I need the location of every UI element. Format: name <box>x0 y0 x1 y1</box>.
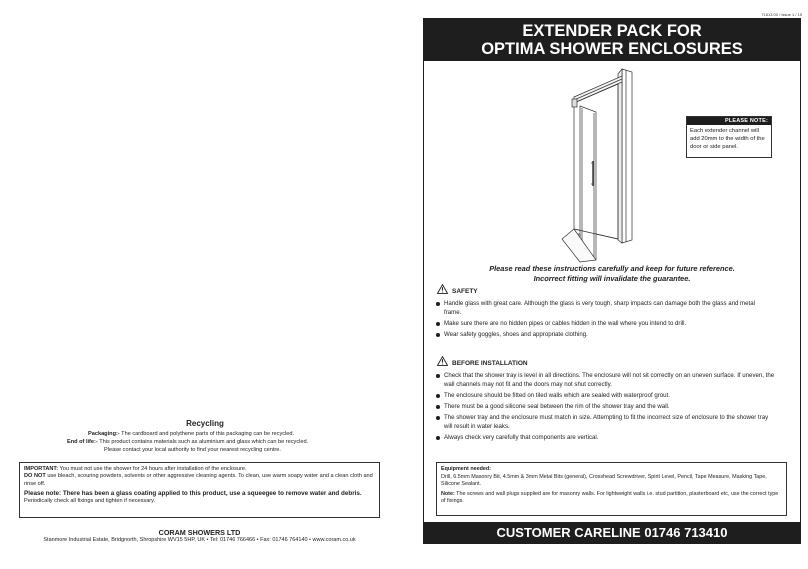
packaging-label: Packaging:- <box>88 431 120 437</box>
list-item: There must be a good silicone seal between the rim of the shower tray and the wall. <box>436 403 778 412</box>
warning-triangle-icon <box>437 284 448 294</box>
safety-list <box>436 300 766 342</box>
equipment-note-label: Note: <box>441 490 455 497</box>
before-installation-list <box>436 372 778 445</box>
header-bar <box>423 18 801 60</box>
warning-triangle-icon <box>437 356 448 366</box>
important-box <box>19 462 380 518</box>
list-item: Check that the shower tray is level in all directions. The enclosure will not sit correctly on an uneven surface. If uneven, the wall channels may not fit and the doors may not shut correctly. <box>436 372 778 390</box>
intro-instructions <box>430 264 794 284</box>
important-label: IMPORTANT: <box>24 466 59 472</box>
periodic-check-note: Periodically check all fixings and tighten if necessary. <box>24 497 156 504</box>
list-item: Always check very carefully that components are vertical. <box>436 434 778 443</box>
intro-line-1: Please read these instructions carefully and keep for future reference. <box>489 264 735 273</box>
end-of-life-label: End of life:- <box>67 439 98 445</box>
important-line <box>24 466 375 473</box>
company-address: Stanmore Industrial Estate, Bridgnorth, Shropshire WV15 5HP, UK • Tel: 01746 766466 • Fax: 01746 764140 • www.coram.co.uk <box>43 537 356 543</box>
safety-heading: SAFETY <box>452 288 478 295</box>
equipment-box <box>436 462 787 516</box>
end-of-life-text: This product contains materials such as aluminium and glass which can be recycled. <box>97 439 309 445</box>
customer-careline-bar: CUSTOMER CARELINE 01746 713410 <box>423 522 801 544</box>
packaging-line <box>88 430 294 438</box>
intro-line-2: Incorrect fitting will invalidate the guarantee. <box>533 274 691 283</box>
do-not-line <box>24 473 375 488</box>
header-title-line2: OPTIMA SHOWER ENCLOSURES <box>481 40 743 58</box>
please-note-text: Each extender channel will add 20mm to the width of the door or side panel. <box>690 128 765 150</box>
shower-door-illustration <box>560 64 640 264</box>
list-item: Handle glass with great care. Although the glass is very tough, sharp impacts can damage both the glass and metal frame. <box>436 300 766 318</box>
glass-coating-note: Please note: There has been a glass coating applied to this product, use a squeegee to remove water and debris. <box>24 490 362 498</box>
equipment-text: Drill, 6.5mm Masonry Bit, 4.5mm & 3mm Metal Bits (general), Crosshead Screwdriver, Spirit Level, Pencil, Tape Measure, Masking Tape, Silicone Sealant. <box>441 473 767 488</box>
document-code: 71613 00 / Issue 1 / 15 <box>761 12 802 17</box>
equipment-label: Equipment needed: <box>441 466 492 472</box>
list-item: The enclosure should be fitted on tiled walls which are sealed with waterproof grout. <box>436 392 778 401</box>
list-item: Wear safety goggles, shoes and appropriate clothing. <box>436 331 766 340</box>
please-note-box <box>686 116 772 158</box>
do-not-text: use bleach, scouring powders, solvents or other aggressive cleaning agents. To clean, use warm soapy water and a clean cloth and rinse off. <box>24 473 373 487</box>
list-item: Make sure there are no hidden pipes or cables hidden in the wall where you intend to drill. <box>436 320 766 329</box>
equipment-note-text: The screws and wall plugs supplied are for masonry walls. For lightweight walls i.e. stud partition, plasterboard etc, use the correct type of fixings. <box>441 490 779 505</box>
before-installation-heading: BEFORE INSTALLATION <box>452 360 528 367</box>
packaging-text: The cardboard and polythene parts of this packaging can be recycled. <box>119 431 295 437</box>
please-note-title: PLEASE NOTE: <box>687 117 771 125</box>
recycling-title: Recycling <box>186 419 224 428</box>
recycling-contact: Please contact your local authority to find your nearest recycling centre. <box>104 447 281 453</box>
equipment-note <box>441 491 782 506</box>
list-item: The shower tray and the enclosure must match in size. Attempting to fit the incorrect size of enclosure to the shower tray will result in water leaks. <box>436 414 778 432</box>
important-text: You must not use the shower for 24 hours after installation of the enclosure. <box>58 466 247 472</box>
end-of-life-line <box>67 438 308 446</box>
header-title-line1: EXTENDER PACK FOR <box>522 22 702 40</box>
do-not-label: DO NOT <box>24 473 46 480</box>
company-name: CORAM SHOWERS LTD <box>158 528 241 537</box>
